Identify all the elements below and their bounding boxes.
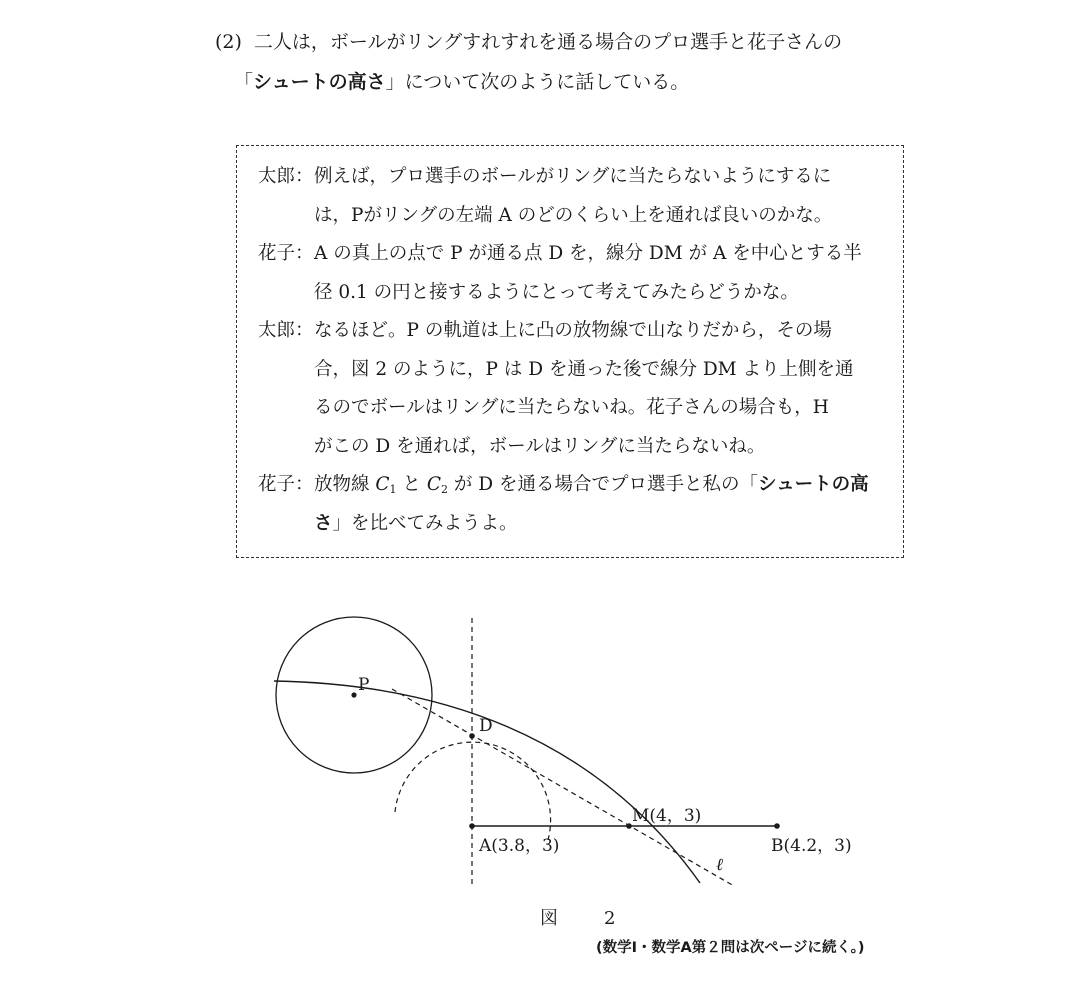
dialogue-line: 合，図 2 のように，P は D を通った後で線分 DM より上側を通 (314, 358, 854, 380)
speaker-label: 花子： (258, 243, 314, 264)
dialogue-text: 」を比べてみようよ。 (332, 512, 518, 534)
shoot-height-term: シュートの高 (757, 474, 869, 495)
parabola-c2-symbol: C (426, 474, 441, 495)
intro-text-1: 二人は，ボールがリングすれすれを通る場合のプロ選手と花子さんの (253, 31, 843, 53)
shoot-height-term: シュートの高さ (253, 71, 386, 93)
label-m: M(4，3) (632, 806, 702, 826)
figure-caption: 図 2 (540, 908, 630, 929)
dialogue-line: 径 0.1 の円と接するようにとって考えてみたらどうかな。 (314, 281, 799, 303)
dialogue-line: なるほど。P の軌道は上に凸の放物線で山なりだから，その場 (314, 320, 832, 341)
speaker-label: 太郎： (258, 166, 314, 187)
subscript-2: 2 (440, 483, 448, 496)
label-l: ℓ (716, 855, 724, 875)
speaker-label: 太郎： (258, 320, 314, 341)
point-b (774, 823, 780, 829)
intro-text-2: 」について次のように話している。 (385, 71, 690, 93)
shoot-height-term: さ (314, 512, 333, 534)
dialogue-text: が D を通る場合でプロ選手と私の「 (447, 474, 758, 495)
parabola-c1-symbol: C (375, 474, 390, 495)
label-p: P (358, 675, 370, 695)
dialogue-line: 例えば，プロ選手のボールがリングに当たらないようにするに (314, 166, 832, 187)
dialogue-line: A の真上の点で P が通る点 D を，線分 DM が A を中心とする半 (314, 243, 862, 264)
speaker-label: 花子： (258, 474, 314, 495)
point-d (469, 733, 475, 739)
point-m (626, 823, 632, 829)
label-b: B(4.2，3) (771, 836, 852, 856)
open-bracket: 「 (234, 71, 254, 93)
dialogue-text: 放物線 (314, 474, 376, 495)
tangent-line-l (392, 689, 734, 886)
subscript-1: 1 (389, 483, 397, 496)
continued-note: (数学Ⅰ・数学A第２問は次ページに続く。) (596, 940, 865, 956)
dialogue-line: は，Pがリングの左端 A のどのくらい上を通れば良いのかな。 (314, 204, 833, 226)
dialogue-text: と (396, 474, 427, 495)
label-d: D (479, 716, 493, 736)
dialogue-line: るのでボールはリングに当たらないね。花子さんの場合も，H (314, 397, 829, 418)
point-a (469, 823, 475, 829)
label-a: A(3.8，3) (479, 836, 560, 856)
point-p (351, 692, 356, 697)
dialogue-line: がこの D を通れば，ボールはリングに当たらないね。 (314, 435, 766, 457)
question-number: (2) (215, 31, 242, 53)
